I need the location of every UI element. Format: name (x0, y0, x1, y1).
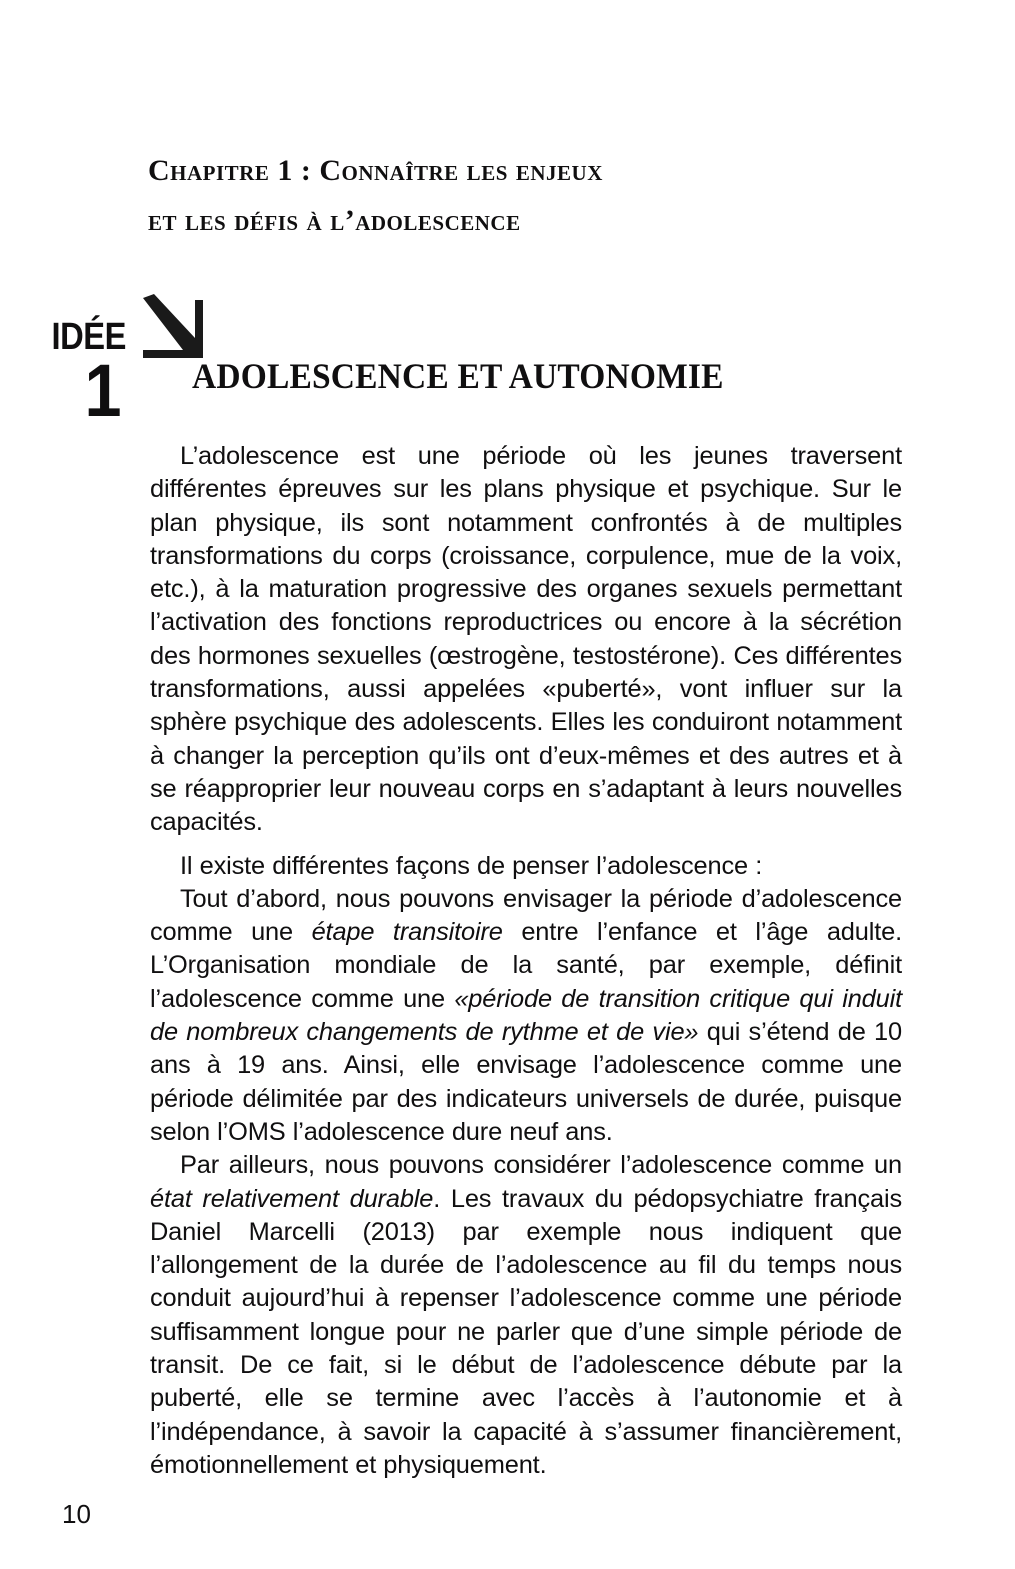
chapter-heading (148, 146, 908, 246)
arrow-down-right-icon (137, 294, 203, 362)
text-run: . Les travaux du pédopsychiatre français Daniel Marcelli (2013) par exemple nous indiquent que l’allongement de la durée de l’adolescence au fil du temps nous conduit aujourd’hui à repenser l’adolescence comme une période suffisamment longue pour ne parler que d’une simple période de transit. De ce fait, si le début de l’adolescence débute par la puberté, elle se termine avec l’accès à l’autonomie et à l’indépendance, à savoir la capacité à s’assumer financièrement, émotionnellement et physiquement. (150, 1184, 902, 1479)
idea-label: IDÉE (51, 316, 127, 358)
text-run: Tout d’abord, nous pouvons envisager la période d’adolescence comme une (150, 884, 902, 947)
body-text (150, 440, 902, 1482)
text-run: entre l’enfance et l’âge adulte. L’Organisation mondiale de la santé, par exemple, définit l’adolescence comme une (150, 918, 903, 1013)
text-run: Il existe différentes façons de penser l’adolescence : (180, 851, 763, 880)
emphasis-run: état relativement durable (150, 1184, 434, 1213)
page-number: 10 (62, 1499, 91, 1529)
emphasis-run: étape transitoire (311, 918, 503, 947)
text-run: L’adolescence est une période où les jeunes traversent différentes épreuves sur les plans physique et psychique. Sur le plan physique, ils sont notamment confrontés à de multiples transformations du corps (croissance, corpulence, mue de la voix, etc.), à la maturation progressive des organes sexuels permettant l’activation des fonctions reproductrices ou encore à la sécrétion des hormones sexuelles (œstrogène, testostérone). Ces différentes transformations, aussi appelées «puberté», vont influer sur la sphère psychique des adolescents. Elles les conduiront notamment à changer la perception qu’ils ont d’eux-mêmes et des autres et à se réapproprier leur nouveau corps en s’adaptant à leurs nouvelles capacités. (150, 442, 902, 837)
paragraph-3 (150, 883, 902, 1149)
chapter-heading-line-2: et les défis à l’adolescence (148, 204, 521, 237)
text-run: Par ailleurs, nous pouvons considérer l’adolescence comme un (180, 1151, 902, 1180)
paragraph-1 (150, 440, 902, 840)
paragraph-2 (150, 850, 902, 883)
text-run: qui s’étend de 10 ans à 19 ans. Ainsi, elle envisage l’adolescence comme une période délimitée par des indicateurs universels de durée, puisque selon l’OMS l’adolescence dure neuf ans. (150, 1018, 902, 1146)
emphasis-run: «période de transition critique qui induit de nombreux changements de rythme et de vie» (150, 984, 902, 1047)
chapter-heading-line-1: Chapitre 1 : Connaître les enjeux (148, 154, 603, 187)
idea-title: ADOLESCENCE ET AUTONOMIE (192, 356, 724, 396)
paragraph-4 (150, 1149, 902, 1482)
idea-number: 1 (84, 349, 122, 432)
